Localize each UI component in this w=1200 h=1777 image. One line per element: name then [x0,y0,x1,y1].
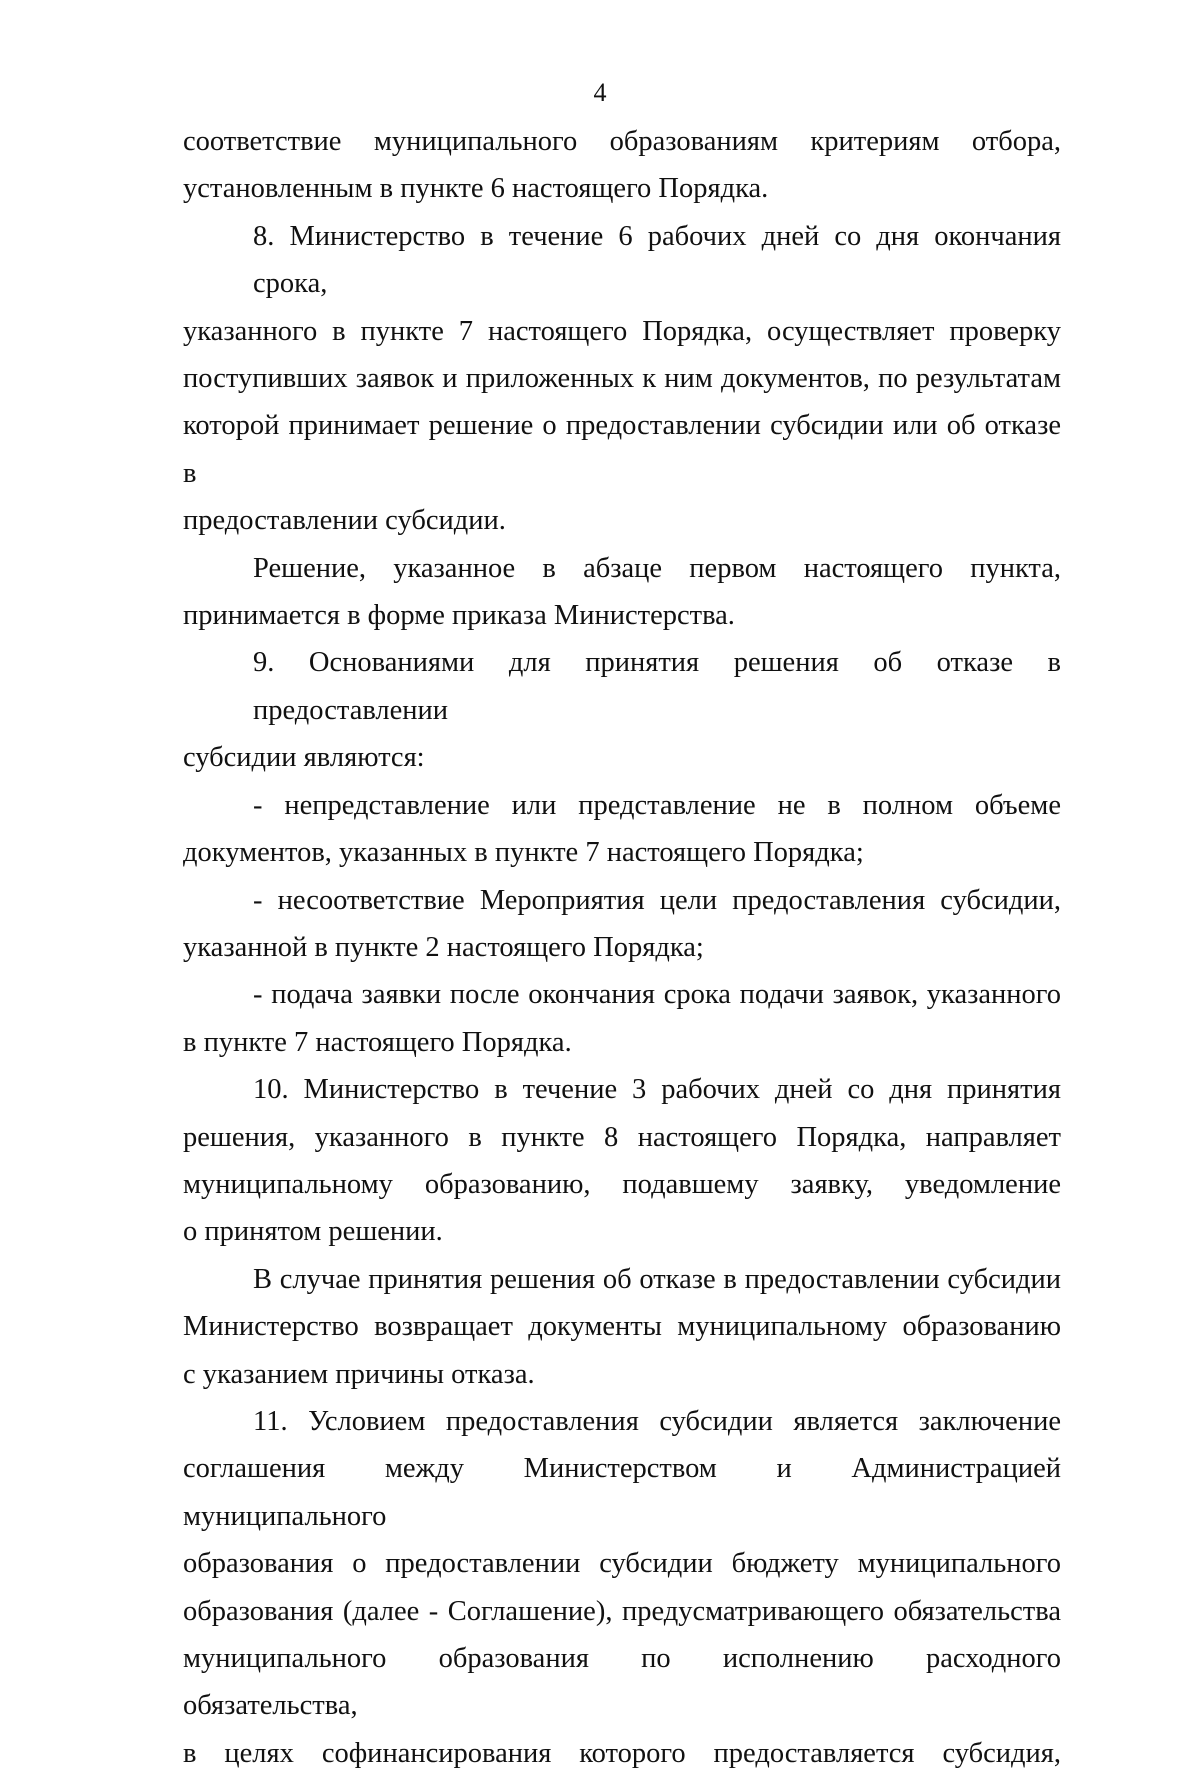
text-line: с указанием причины отказа. [183,1358,535,1390]
text-line: решения, указанного в пункте 8 настоящего Порядка, направляет [183,1121,1061,1153]
text-line: 10. Министерство в течение 3 рабочих дней со дня принятия [253,1074,1061,1106]
text-line: образования (далее - Соглашение), предусматривающего обязательства [183,1595,1061,1627]
text-line: соглашения между Министерством и Администрацией муниципального [183,1453,1061,1532]
text-line: указанной в пункте 2 настоящего Порядка; [183,931,704,963]
text-line: указанного в пункте 7 настоящего Порядка, осуществляет проверку [183,315,1061,347]
text-line: муниципального образования по исполнению расходного обязательства, [183,1643,1061,1722]
text-line: 9. Основаниями для принятия решения об отказе в предоставлении [253,647,1061,726]
document-body [183,118,1061,1777]
text-line: соответствие муниципального образованиям критериям отбора, [183,126,1061,157]
text-line: документов, указанных в пункте 7 настоящего Порядка; [183,837,864,869]
text-line: Решение, указанное в абзаце первом настоящего пункта, [253,552,1061,584]
text-line: в пункте 7 настоящего Порядка. [183,1026,572,1058]
text-line: 8. Министерство в течение 6 рабочих дней со дня окончания срока, [253,220,1061,300]
text-line: о принятом решении. [183,1216,443,1248]
text-line: образования о предоставлении субсидии бюджету муниципального [183,1548,1061,1580]
text-line: В случае принятия решения об отказе в предоставлении субсидии [253,1263,1061,1295]
text-line: субсидии являются: [183,742,425,774]
text-line: в целях софинансирования которого предоставляется субсидия, [183,1737,1061,1769]
text-line: предоставлении субсидии. [183,505,506,537]
text-line: - подача заявки после окончания срока подачи заявок, указанного [253,979,1061,1011]
text-line: - непредставление или представление не в полном объеме [253,789,1061,821]
text-line: установленным в пункте 6 настоящего Порядка. [183,173,769,205]
text-line: 11. Условием предоставления субсидии является заключение [253,1405,1061,1437]
text-line: Министерство возвращает документы муниципальному образованию [183,1311,1061,1343]
text-line: поступивших заявок и приложенных к ним документов, по результатам [183,363,1061,395]
text-line: муниципальному образованию, подавшему заявку, уведомление [183,1168,1061,1200]
text-line: которой принимает решение о предоставлении субсидии или об отказе в [183,410,1061,489]
page-number: 4 [593,78,607,107]
text-line: - несоответствие Мероприятия цели предоставления субсидии, [253,884,1061,916]
text-line: принимается в форме приказа Министерства. [183,600,735,632]
